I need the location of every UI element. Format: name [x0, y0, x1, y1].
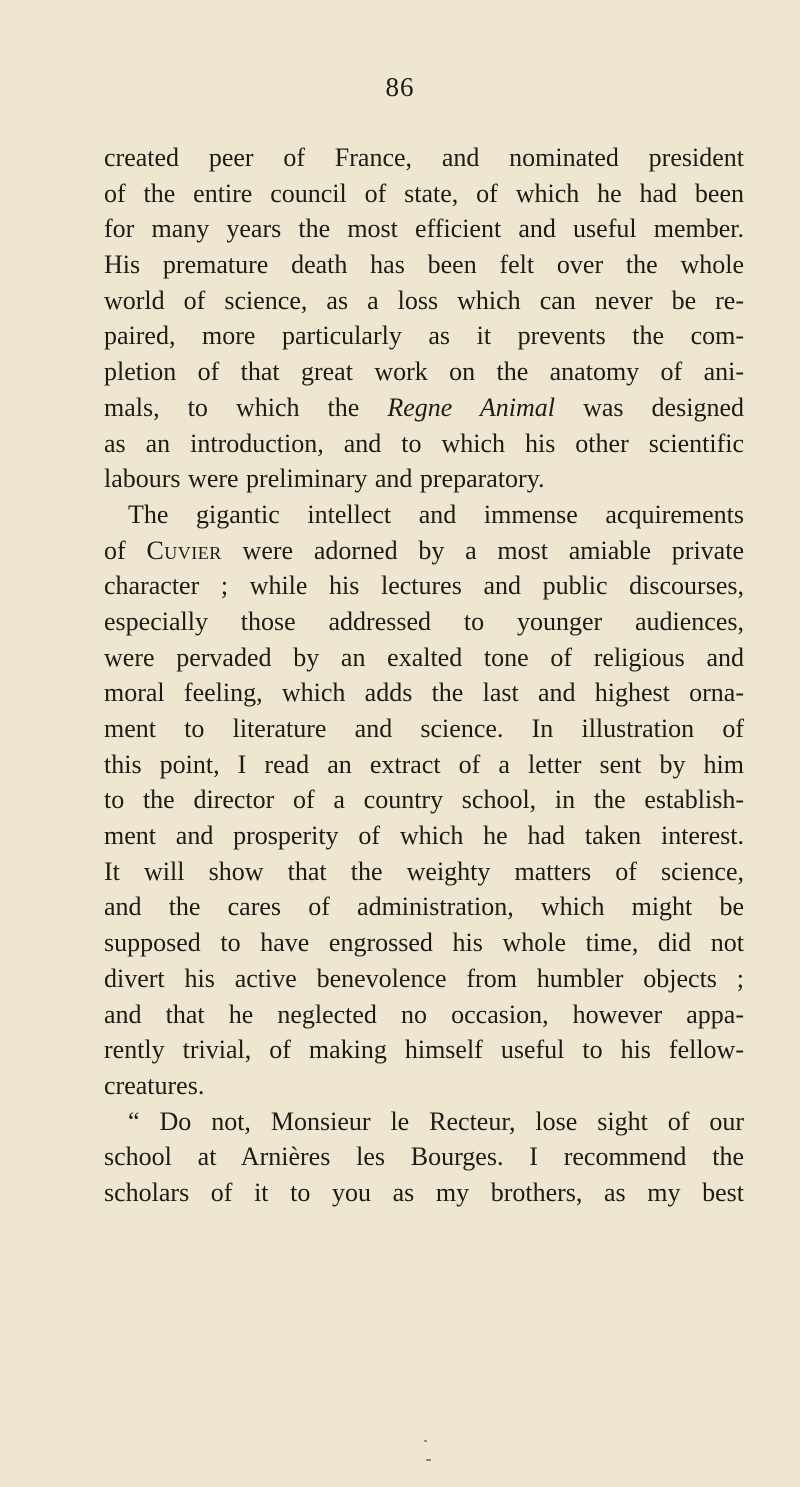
text-line: It will show that the weighty matters of science, [104, 856, 744, 886]
text-line [104, 390, 744, 426]
text-line: character ; while his lectures and public discourses, [104, 571, 744, 601]
text-line: were pervaded by an exalted tone of religious and [104, 642, 744, 672]
text-line: for many years the most efficient and useful member. [104, 214, 744, 244]
text-line: ment and prosperity of which he had taken interest. [104, 821, 744, 851]
body-text [104, 140, 744, 1211]
text-line: this point, I read an extract of a letter sent by him [104, 749, 744, 779]
text-line: scholars of it to you as my brothers, as my best [104, 1177, 744, 1207]
text-line: ment to literature and science. In illustration of [104, 714, 744, 743]
text-line: to the director of a country school, in the establish- [104, 785, 744, 815]
text-line: The gigantic intellect and immense acquirements [128, 499, 744, 529]
text-line: moral feeling, which adds the last and highest orna- [104, 678, 744, 708]
text-line: His premature death has been felt over the whole [104, 250, 744, 280]
text-line: paired, more particularly as it prevents the com- [104, 321, 744, 351]
text-fragment: was designed [555, 392, 744, 422]
text-line: “ Do not, Monsieur le Recteur, lose sight of our [128, 1106, 744, 1136]
name-smallcaps: Cuvier [146, 535, 222, 565]
text-line: and that he neglected no occasion, however appa- [104, 999, 744, 1029]
text-fragment: mals, to which the [104, 392, 388, 422]
text-line: creatures. [104, 1070, 205, 1100]
text-line: school at Arnières les Bourges. I recommend the [104, 1142, 744, 1172]
book-title-italic: Regne Animal [387, 392, 556, 422]
text-line: rently trivial, of making himself useful to his fellow- [104, 1035, 744, 1065]
text-fragment: of [104, 535, 147, 565]
text-line [104, 533, 744, 569]
text-line: world of science, as a loss which can never be re- [104, 285, 744, 315]
text-line: especially those addressed to younger audiences, [104, 606, 744, 636]
text-line: divert his active benevolence from humbler objects ; [104, 963, 744, 993]
paper-speck [424, 1440, 427, 1442]
text-line: supposed to have engrossed his whole time, did not [104, 928, 744, 958]
text-line: pletion of that great work on the anatomy of ani- [104, 357, 744, 387]
text-line: as an introduction, and to which his other scientific [104, 428, 744, 458]
text-line: and the cares of administration, which might be [104, 892, 744, 922]
page-number: 86 [385, 72, 415, 102]
text-line: created peer of France, and nominated president [104, 143, 744, 172]
text-line: of the entire council of state, of which he had been [104, 178, 744, 208]
paper-speck [426, 1459, 431, 1461]
text-line: labours were preliminary and preparatory. [104, 464, 545, 494]
text-fragment: were adorned by a most amiable private [221, 535, 744, 565]
